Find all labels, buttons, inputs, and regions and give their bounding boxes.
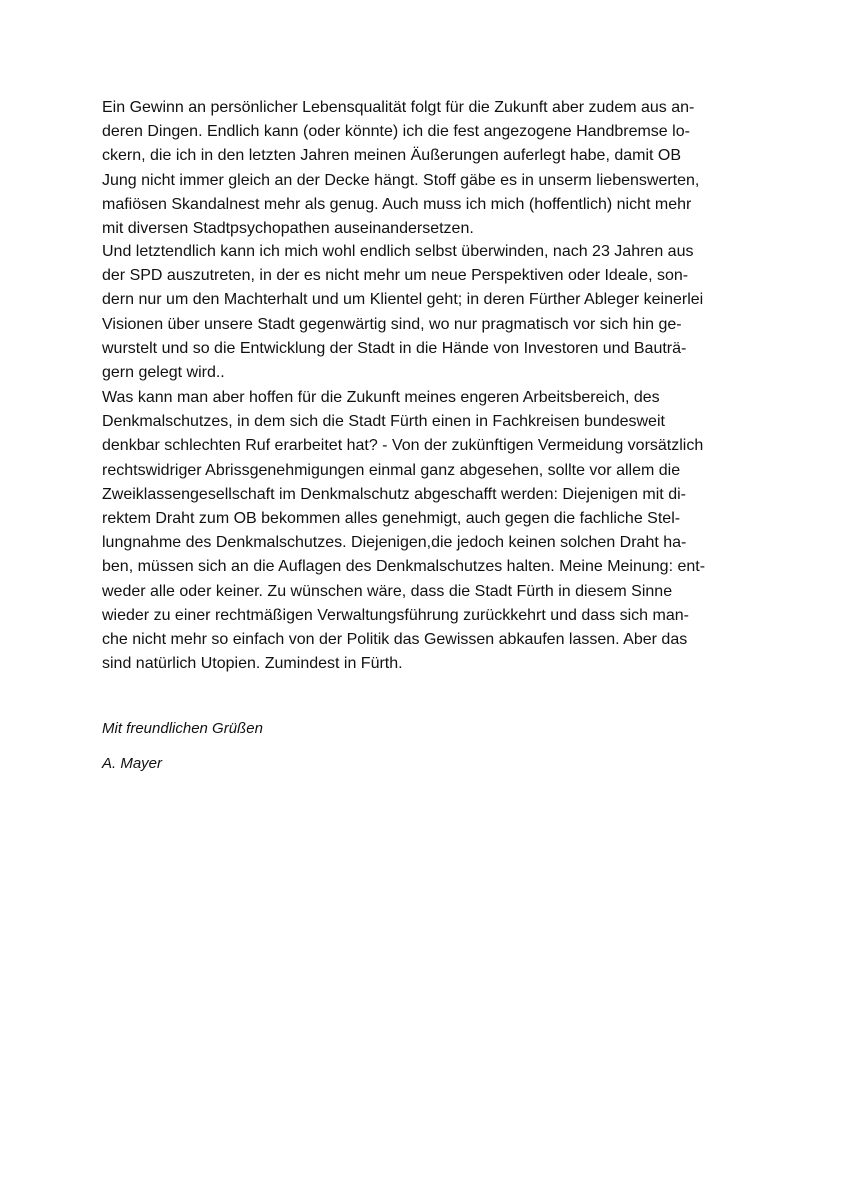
paragraph-line: weder alle oder keiner. Zu wünschen wäre, dass die Stadt Fürth in diesem Sinne — [102, 582, 673, 600]
signature-name: A. Mayer — [102, 755, 163, 772]
paragraph-line: rechtswidriger Abrissgenehmigungen einmal ganz abgesehen, sollte vor allem die — [102, 461, 681, 479]
paragraph-line: Was kann man aber hoffen für die Zukunft meines engeren Arbeitsbereich, des — [102, 389, 660, 406]
closing-greeting: Mit freundlichen Grüßen — [102, 720, 263, 737]
paragraph-line: rektem Draht zum OB bekommen alles genehmigt, auch gegen die fachliche Stel- — [102, 509, 681, 527]
paragraph-line: sind natürlich Utopien. Zumindest in Fürth. — [102, 655, 403, 673]
paragraph-line: deren Dingen. Endlich kann (oder könnte) ich die fest angezogene Handbremse lo- — [102, 123, 690, 141]
paragraph-line: Und letztendlich kann ich mich wohl endlich selbst überwinden, nach 23 Jahren aus — [102, 243, 694, 260]
paragraph-line: mafiösen Skandalnest mehr als genug. Auch muss ich mich (hoffentlich) nicht mehr — [102, 195, 692, 213]
paragraph-2 — [102, 240, 703, 385]
paragraph-line: Ein Gewinn an persönlicher Lebensqualität folgt für die Zukunft aber zudem aus an- — [102, 99, 695, 116]
paragraph-line: mit diversen Stadtpsychopathen auseinandersetzen. — [102, 219, 474, 237]
paragraph-line: lungnahme des Denkmalschutzes. Diejenigen,die jedoch keinen solchen Draht ha- — [102, 534, 687, 552]
paragraph-line: Zweiklassengesellschaft im Denkmalschutz abgeschafft werden: Diejenigen mit di- — [102, 485, 686, 503]
paragraph-1 — [102, 96, 699, 241]
paragraph-line: Denkmalschutzes, in dem sich die Stadt Fürth einen in Fachkreisen bundesweit — [102, 413, 665, 431]
paragraph-line: Visionen über unsere Stadt gegenwärtig sind, wo nur pragmatisch vor sich hin ge- — [102, 315, 682, 333]
paragraph-line: wieder zu einer rechtmäßigen Verwaltungsführung zurückkehrt und dass sich man- — [102, 606, 689, 624]
paragraph-line: dern nur um den Machterhalt und um Klientel geht; in deren Fürther Ableger keinerlei — [102, 291, 704, 309]
paragraph-line: denkbar schlechten Ruf erarbeitet hat? - Von der zukünftigen Vermeidung vorsätzlich — [102, 437, 704, 455]
paragraph-line: ben, müssen sich an die Auflagen des Denkmalschutzes halten. Meine Meinung: ent- — [102, 558, 706, 576]
paragraph-line: der SPD auszutreten, in der es nicht mehr um neue Perspektiven oder Ideale, son- — [102, 267, 689, 285]
paragraph-line: ckern, die ich in den letzten Jahren meinen Äußerungen auferlegt habe, damit OB — [102, 147, 682, 165]
paragraph-line: wurstelt und so die Entwicklung der Stadt in die Hände von Investoren und Bauträ- — [102, 339, 687, 357]
paragraph-3 — [102, 386, 705, 676]
paragraph-line: gern gelegt wird.. — [102, 363, 225, 381]
paragraph-line: Jung nicht immer gleich an der Decke hängt. Stoff gäbe es in unserm liebenswerten, — [102, 171, 700, 189]
paragraph-line: che nicht mehr so einfach von der Politik das Gewissen abkaufen lassen. Aber das — [102, 630, 688, 648]
